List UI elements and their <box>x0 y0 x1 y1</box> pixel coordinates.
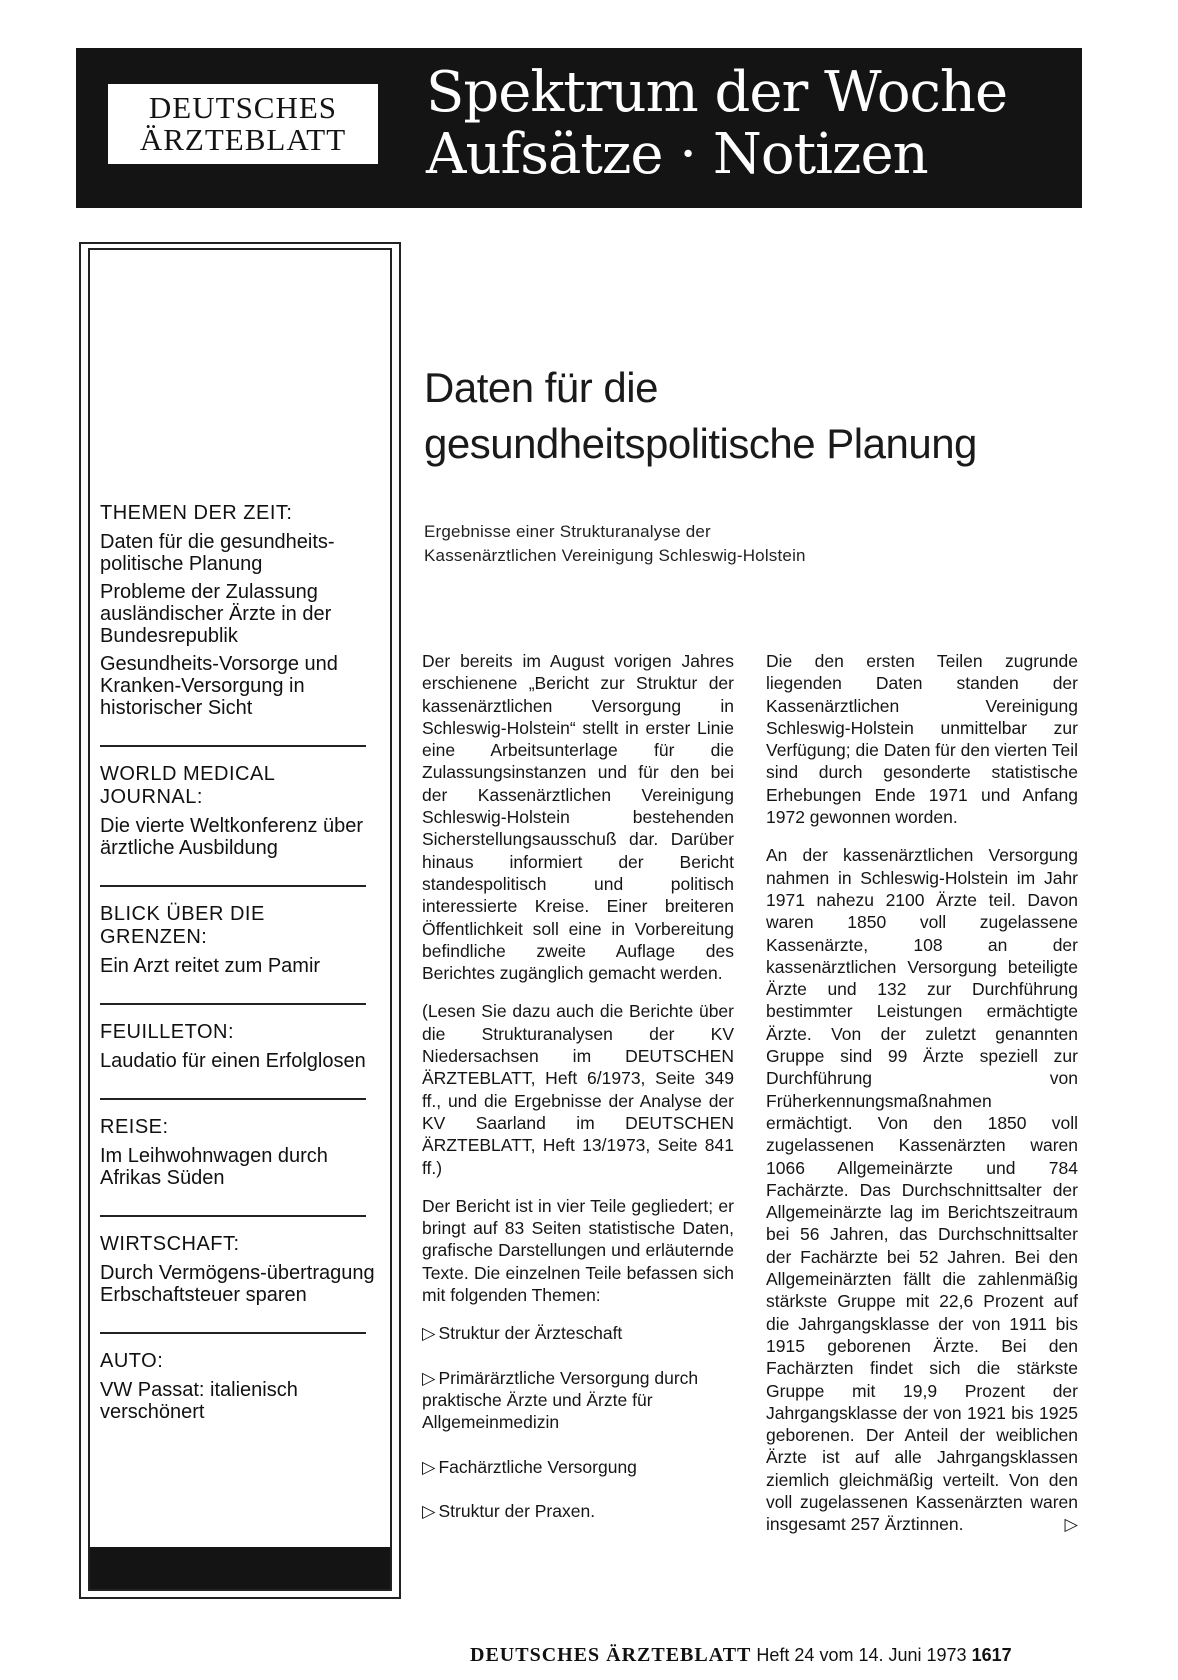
sidebar-item[interactable]: Probleme der Zulassung ausländischer Ärzte in der Bundesrepublik <box>100 581 332 647</box>
subheadline-line-1: Ergebnisse einer Strukturanalyse der <box>424 522 711 541</box>
paragraph <box>766 844 1078 1535</box>
sidebar-item[interactable]: Daten für die gesundheits-politische Planung <box>100 531 335 575</box>
sidebar-divider <box>100 1332 366 1334</box>
article-column-1 <box>422 650 734 1544</box>
topic-label: Struktur der Ärzteschaft <box>438 1323 623 1344</box>
sidebar-section-auto <box>100 1350 376 1437</box>
sidebar-frame <box>88 248 392 1591</box>
sidebar-item[interactable]: Ein Arzt reitet zum Pamir <box>100 955 321 977</box>
topic-list-item <box>422 1456 734 1478</box>
sidebar-section-themen <box>100 502 376 733</box>
subheadline-line-2: Kassenärztlichen Vereinigung Schleswig-Holstein <box>424 546 806 565</box>
sidebar-section-heading: REISE: <box>100 1116 169 1138</box>
sidebar-section-feuilleton <box>100 1021 376 1086</box>
section-title-line-2: Aufsätze · Notizen <box>426 122 928 187</box>
topic-label: Fachärztliche Versorgung <box>438 1456 637 1477</box>
sidebar-item[interactable]: Gesundheits-Vorsorge und Kranken-Versorgung in historischer Sicht <box>100 653 338 719</box>
logo-line-2: ÄRZTEBLATT <box>139 122 347 157</box>
triangle-bullet-icon: ▷ <box>422 1456 436 1477</box>
headline-line-2: gesundheitspolitische Planung <box>424 420 977 467</box>
article-headline <box>424 360 977 472</box>
sidebar-divider <box>100 1098 366 1100</box>
sidebar-section-heading: AUTO: <box>100 1350 164 1372</box>
article-subheadline <box>424 520 806 568</box>
topic-label: Struktur der Praxen. <box>438 1500 596 1521</box>
sidebar-divider <box>100 745 366 747</box>
page-footer <box>470 1644 1090 1667</box>
sidebar-section-heading: FEUILLETON: <box>100 1021 235 1043</box>
sidebar-section-blick <box>100 903 376 991</box>
paragraph: Der Bericht ist in vier Teile gegliedert; er bringt auf 83 Seiten statistische Daten, grafische Darstellungen und erläuternde Texte. Die einzelnen Teile befassen sich mit folgenden Themen: <box>422 1195 734 1306</box>
page-number: 1617 <box>971 1645 1012 1665</box>
sidebar-divider <box>100 1215 366 1217</box>
sidebar-section-heading: WIRTSCHAFT: <box>100 1233 240 1255</box>
topic-list-item <box>422 1322 734 1344</box>
sidebar-section-reise <box>100 1116 376 1203</box>
sidebar-item[interactable]: Die vierte Weltkonferenz über ärztliche Ausbildung <box>100 815 364 859</box>
sidebar-item[interactable]: VW Passat: italienisch verschönert <box>100 1379 298 1423</box>
paragraph: Der bereits im August vorigen Jahres erschienene „Bericht zur Struktur der kassenärztlichen Versorgung in Schleswig-Holstein“ stellt in erster Linie eine Arbeitsunterlage für die Zulassungsinstanzen und für den bei der Kassenärztlichen Vereinigung Schleswig-Holstein bestehenden Sicherstellungsausschuß dar. Darüber hinaus informiert der Bericht standespolitisch und politisch interessierte Kreise. Einer breiteren Öffentlichkeit soll eine in Vorbereitung befindliche zweite Auflage des Berichtes zugänglich gemacht werden. <box>422 651 734 984</box>
topic-list-item <box>422 1367 734 1434</box>
sidebar-section-wirtschaft <box>100 1233 376 1320</box>
paragraph: Die den ersten Teilen zugrunde liegenden Daten standen der Kassenärztlichen Vereinigung Schleswig-Holstein unmittelbar zur Verfügung; die Daten für den vierten Teil sind durch gesonderte statistische Erhebungen Ende 1971 und Anfang 1972 gewonnen worden. <box>766 651 1078 828</box>
contents-sidebar <box>79 242 401 1599</box>
logo-line-1: DEUTSCHES <box>148 90 338 125</box>
article-column-2 <box>766 650 1078 1552</box>
sidebar-section-world-medical-journal <box>100 763 376 873</box>
triangle-bullet-icon: ▷ <box>422 1323 436 1344</box>
continue-arrow-icon: ▷ <box>1064 1514 1078 1535</box>
section-title-line-1: Spektrum der Woche <box>426 60 1008 125</box>
sidebar-contents <box>100 502 376 1437</box>
topic-list-item <box>422 1500 734 1522</box>
sidebar-bottom-bar <box>90 1547 390 1589</box>
sidebar-divider <box>100 885 366 887</box>
sidebar-divider <box>100 1003 366 1005</box>
footer-issue: Heft 24 vom 14. Juni 1973 <box>756 1645 967 1665</box>
paragraph: (Lesen Sie dazu auch die Berichte über die Strukturanalysen der KV Niedersachsen im DEUTSCHEN ÄRZTEBLATT, Heft 6/1973, Seite 349 ff., und die Ergebnisse der Analyse der KV Saarland im DEUTSCHEN ÄRZTEBLATT, Heft 13/1973, Seite 841 ff.) <box>422 1001 734 1178</box>
section-title <box>426 62 1007 186</box>
paragraph-text: An der kassenärztlichen Versorgung nahmen in Schleswig-Holstein im Jahr 1971 nahezu 2100 Ärzte teil. Davon waren 1850 voll zugelassene Kassenärzte, 108 an der kassenärztlichen Versorgung beteiligte Ärzte und 132 zur Durchführung bestimmter Leistungen ermächtigte Ärzte. Von der zuletzt genannten Gruppe sind 99 Ärzte speziell zur Durchführung von Früherkennungsmaßnahmen ermächtigt. Von den 1850 voll zugelassenen Kassenärzten waren 1066 Allgemeinärzte und 784 Fachärzte. Das Durchschnittsalter der Allgemeinärzte lag im Berichtszeitraum bei 56 Jahren, das Durchschnittsalter der Fachärzte bei 52 Jahren. Bei den Allgemeinärzten fällt die zahlenmäßig stärkste Gruppe mit 22,6 Prozent auf die Jahrgangsklasse der von 1911 bis 1915 geborenen Ärzte. Bei den Fachärzten findet sich die stärkste Gruppe mit 19,9 Prozent der Jahrgangsklasse der von 1921 bis 1925 geborenen. Der Anteil der weiblichen Ärzte ist auf alle Jahrgangsklassen ziemlich gleichmäßig verteilt. Von den voll zugelassenen Kassenärzten waren insgesamt 257 Ärztinnen. <box>766 845 1078 1535</box>
triangle-bullet-icon: ▷ <box>422 1500 436 1521</box>
sidebar-item[interactable]: Laudatio für einen Erfolglosen <box>100 1050 366 1072</box>
journal-logo <box>108 84 378 164</box>
headline-line-1: Daten für die <box>424 364 658 411</box>
topic-label: Primärärztliche Versorgung durch praktische Ärzte und Ärzte für Allgemeinmedizin <box>422 1367 699 1433</box>
sidebar-item[interactable]: Im Leihwohnwagen durch Afrikas Süden <box>100 1145 328 1189</box>
sidebar-section-heading: BLICK ÜBER DIE GRENZEN: <box>100 903 265 948</box>
masthead-banner <box>76 48 1082 208</box>
sidebar-section-heading: THEMEN DER ZEIT: <box>100 502 293 524</box>
sidebar-section-heading: WORLD MEDICAL JOURNAL: <box>100 763 275 808</box>
triangle-bullet-icon: ▷ <box>422 1367 436 1388</box>
footer-journal-name: DEUTSCHES ÄRZTEBLATT <box>470 1644 752 1666</box>
sidebar-item[interactable]: Durch Vermögens-übertragung Erbschaftsteuer sparen <box>100 1262 375 1306</box>
